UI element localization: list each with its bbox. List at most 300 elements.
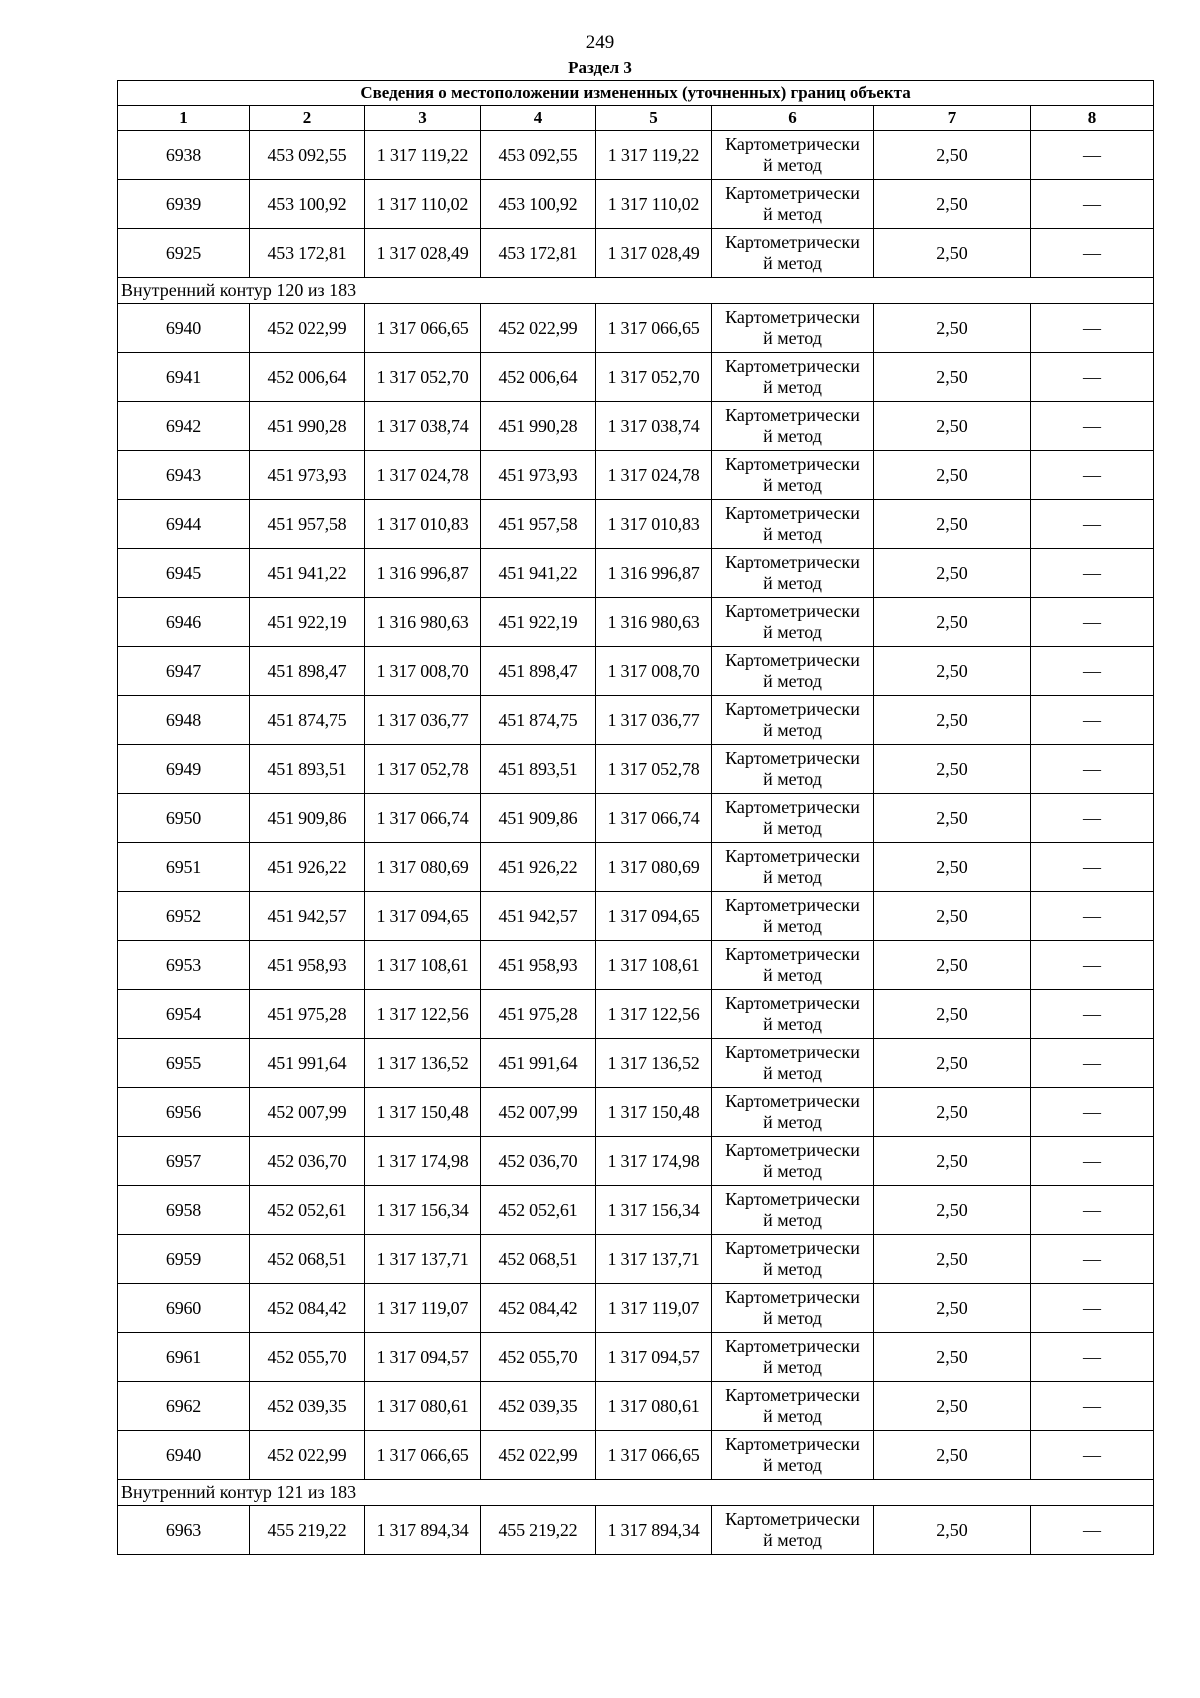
contour-header-row: [118, 278, 1154, 304]
method-text-line1: Картометрически: [725, 993, 860, 1013]
table-row: [118, 1088, 1154, 1137]
method-cell: [712, 1431, 874, 1480]
point-number-cell: 6950: [118, 794, 250, 843]
x-new-cell: 452 068,51: [481, 1235, 596, 1284]
method-text-line1: Картометрически: [725, 846, 860, 866]
method-text-line1: Картометрически: [725, 405, 860, 425]
accuracy-cell: 2,50: [874, 892, 1031, 941]
y-new-cell: 1 317 080,61: [596, 1382, 712, 1431]
x-new-cell: 451 909,86: [481, 794, 596, 843]
x-existing-cell: 452 007,99: [250, 1088, 365, 1137]
x-new-cell: 451 957,58: [481, 500, 596, 549]
accuracy-cell: 2,50: [874, 549, 1031, 598]
method-cell: [712, 1333, 874, 1382]
x-new-cell: 451 991,64: [481, 1039, 596, 1088]
accuracy-cell: 2,50: [874, 304, 1031, 353]
x-existing-cell: 452 084,42: [250, 1284, 365, 1333]
table-row: [118, 990, 1154, 1039]
x-existing-cell: 451 973,93: [250, 451, 365, 500]
column-number: 8: [1031, 106, 1154, 131]
table-row: [118, 131, 1154, 180]
x-new-cell: 451 990,28: [481, 402, 596, 451]
y-new-cell: 1 317 066,65: [596, 304, 712, 353]
x-existing-cell: 452 055,70: [250, 1333, 365, 1382]
method-text-line1: Картометрически: [725, 1091, 860, 1111]
y-new-cell: 1 317 028,49: [596, 229, 712, 278]
accuracy-cell: 2,50: [874, 1137, 1031, 1186]
x-existing-cell: 451 957,58: [250, 500, 365, 549]
point-number-cell: 6958: [118, 1186, 250, 1235]
method-text-line2: й метод: [763, 475, 822, 495]
column-number-row: [118, 106, 1154, 131]
method-cell: [712, 1088, 874, 1137]
description-cell: —: [1031, 1284, 1154, 1333]
accuracy-cell: 2,50: [874, 451, 1031, 500]
method-text-line2: й метод: [763, 867, 822, 887]
table-row: [118, 1137, 1154, 1186]
method-text-line1: Картометрически: [725, 1434, 860, 1454]
y-existing-cell: 1 317 119,22: [365, 131, 481, 180]
y-existing-cell: 1 317 038,74: [365, 402, 481, 451]
x-existing-cell: 452 052,61: [250, 1186, 365, 1235]
point-number-cell: 6949: [118, 745, 250, 794]
method-text-line2: й метод: [763, 769, 822, 789]
y-new-cell: 1 317 110,02: [596, 180, 712, 229]
y-new-cell: 1 317 066,74: [596, 794, 712, 843]
method-text-line2: й метод: [763, 1530, 822, 1550]
column-number: 7: [874, 106, 1031, 131]
description-cell: —: [1031, 1039, 1154, 1088]
method-text-line1: Картометрически: [725, 1509, 860, 1529]
description-cell: —: [1031, 647, 1154, 696]
x-new-cell: 452 084,42: [481, 1284, 596, 1333]
method-text-line2: й метод: [763, 426, 822, 446]
method-cell: [712, 1137, 874, 1186]
x-new-cell: 451 941,22: [481, 549, 596, 598]
method-cell: [712, 1506, 874, 1555]
point-number-cell: 6946: [118, 598, 250, 647]
method-text-line1: Картометрически: [725, 1140, 860, 1160]
description-cell: —: [1031, 304, 1154, 353]
y-new-cell: 1 317 066,65: [596, 1431, 712, 1480]
x-new-cell: 451 973,93: [481, 451, 596, 500]
x-new-cell: 452 052,61: [481, 1186, 596, 1235]
method-text-line1: Картометрически: [725, 944, 860, 964]
x-existing-cell: 452 006,64: [250, 353, 365, 402]
y-new-cell: 1 317 136,52: [596, 1039, 712, 1088]
method-cell: [712, 131, 874, 180]
y-new-cell: 1 317 036,77: [596, 696, 712, 745]
point-number-cell: 6957: [118, 1137, 250, 1186]
x-existing-cell: 451 874,75: [250, 696, 365, 745]
point-number-cell: 6941: [118, 353, 250, 402]
method-text-line1: Картометрически: [725, 1385, 860, 1405]
x-new-cell: 453 172,81: [481, 229, 596, 278]
x-existing-cell: 451 941,22: [250, 549, 365, 598]
method-text-line1: Картометрически: [725, 183, 860, 203]
method-cell: [712, 1235, 874, 1284]
accuracy-cell: 2,50: [874, 500, 1031, 549]
y-existing-cell: 1 317 108,61: [365, 941, 481, 990]
method-text-line2: й метод: [763, 1259, 822, 1279]
y-new-cell: 1 317 137,71: [596, 1235, 712, 1284]
x-existing-cell: 451 898,47: [250, 647, 365, 696]
description-cell: —: [1031, 402, 1154, 451]
x-new-cell: 452 022,99: [481, 1431, 596, 1480]
x-existing-cell: 451 991,64: [250, 1039, 365, 1088]
method-cell: [712, 500, 874, 549]
y-new-cell: 1 317 156,34: [596, 1186, 712, 1235]
method-text-line1: Картометрически: [725, 454, 860, 474]
method-cell: [712, 794, 874, 843]
method-cell: [712, 1382, 874, 1431]
x-existing-cell: 453 100,92: [250, 180, 365, 229]
y-new-cell: 1 317 024,78: [596, 451, 712, 500]
point-number-cell: 6954: [118, 990, 250, 1039]
table-body: [118, 131, 1154, 1555]
y-existing-cell: 1 317 080,61: [365, 1382, 481, 1431]
point-number-cell: 6947: [118, 647, 250, 696]
table-row: [118, 402, 1154, 451]
y-existing-cell: 1 317 008,70: [365, 647, 481, 696]
method-cell: [712, 941, 874, 990]
y-new-cell: 1 317 150,48: [596, 1088, 712, 1137]
method-text-line2: й метод: [763, 1112, 822, 1132]
y-existing-cell: 1 317 028,49: [365, 229, 481, 278]
method-text-line1: Картометрически: [725, 356, 860, 376]
accuracy-cell: 2,50: [874, 1506, 1031, 1555]
method-text-line2: й метод: [763, 916, 822, 936]
method-text-line2: й метод: [763, 1161, 822, 1181]
method-text-line1: Картометрически: [725, 895, 860, 915]
method-cell: [712, 598, 874, 647]
y-existing-cell: 1 317 156,34: [365, 1186, 481, 1235]
x-new-cell: 452 022,99: [481, 304, 596, 353]
method-text-line2: й метод: [763, 1014, 822, 1034]
x-existing-cell: 452 068,51: [250, 1235, 365, 1284]
method-text-line1: Картометрически: [725, 232, 860, 252]
table-row: [118, 500, 1154, 549]
table-row: [118, 1284, 1154, 1333]
x-new-cell: 451 898,47: [481, 647, 596, 696]
y-new-cell: 1 317 080,69: [596, 843, 712, 892]
method-text-line1: Картометрически: [725, 134, 860, 154]
accuracy-cell: 2,50: [874, 131, 1031, 180]
x-new-cell: 451 958,93: [481, 941, 596, 990]
y-existing-cell: 1 317 094,65: [365, 892, 481, 941]
x-existing-cell: 451 909,86: [250, 794, 365, 843]
x-existing-cell: 451 893,51: [250, 745, 365, 794]
accuracy-cell: 2,50: [874, 180, 1031, 229]
method-text-line2: й метод: [763, 622, 822, 642]
accuracy-cell: 2,50: [874, 353, 1031, 402]
y-new-cell: 1 317 038,74: [596, 402, 712, 451]
description-cell: —: [1031, 353, 1154, 402]
y-existing-cell: 1 317 066,74: [365, 794, 481, 843]
y-new-cell: 1 317 008,70: [596, 647, 712, 696]
point-number-cell: 6944: [118, 500, 250, 549]
accuracy-cell: 2,50: [874, 696, 1031, 745]
method-text-line1: Картометрически: [725, 307, 860, 327]
accuracy-cell: 2,50: [874, 402, 1031, 451]
description-cell: —: [1031, 451, 1154, 500]
y-existing-cell: 1 317 052,70: [365, 353, 481, 402]
table-row: [118, 696, 1154, 745]
point-number-cell: 6961: [118, 1333, 250, 1382]
table-row: [118, 1333, 1154, 1382]
y-existing-cell: 1 317 052,78: [365, 745, 481, 794]
table-row: [118, 647, 1154, 696]
point-number-cell: 6959: [118, 1235, 250, 1284]
point-number-cell: 6962: [118, 1382, 250, 1431]
method-text-line2: й метод: [763, 965, 822, 985]
method-text-line1: Картометрически: [725, 1336, 860, 1356]
point-number-cell: 6942: [118, 402, 250, 451]
method-text-line2: й метод: [763, 818, 822, 838]
table-row: [118, 1039, 1154, 1088]
method-cell: [712, 402, 874, 451]
description-cell: —: [1031, 229, 1154, 278]
point-number-cell: 6945: [118, 549, 250, 598]
x-existing-cell: 452 039,35: [250, 1382, 365, 1431]
description-cell: —: [1031, 941, 1154, 990]
table-row: [118, 451, 1154, 500]
table-row: [118, 794, 1154, 843]
point-number-cell: 6955: [118, 1039, 250, 1088]
y-existing-cell: 1 317 094,57: [365, 1333, 481, 1382]
point-number-cell: 6953: [118, 941, 250, 990]
x-new-cell: 455 219,22: [481, 1506, 596, 1555]
method-cell: [712, 1186, 874, 1235]
accuracy-cell: 2,50: [874, 745, 1031, 794]
description-cell: —: [1031, 1382, 1154, 1431]
method-cell: [712, 990, 874, 1039]
x-new-cell: 452 036,70: [481, 1137, 596, 1186]
method-text-line2: й метод: [763, 1210, 822, 1230]
y-existing-cell: 1 317 894,34: [365, 1506, 481, 1555]
accuracy-cell: 2,50: [874, 1284, 1031, 1333]
table-row: [118, 1382, 1154, 1431]
method-cell: [712, 745, 874, 794]
x-new-cell: 452 006,64: [481, 353, 596, 402]
method-cell: [712, 696, 874, 745]
accuracy-cell: 2,50: [874, 794, 1031, 843]
y-new-cell: 1 317 094,57: [596, 1333, 712, 1382]
y-existing-cell: 1 317 066,65: [365, 1431, 481, 1480]
y-new-cell: 1 317 894,34: [596, 1506, 712, 1555]
description-cell: —: [1031, 180, 1154, 229]
contour-header-row: [118, 1480, 1154, 1506]
method-text-line2: й метод: [763, 1455, 822, 1475]
method-cell: [712, 892, 874, 941]
description-cell: —: [1031, 745, 1154, 794]
method-cell: [712, 451, 874, 500]
method-text-line1: Картометрически: [725, 601, 860, 621]
table-row: [118, 843, 1154, 892]
method-text-line2: й метод: [763, 155, 822, 175]
point-number-cell: 6948: [118, 696, 250, 745]
point-number-cell: 6960: [118, 1284, 250, 1333]
description-cell: —: [1031, 131, 1154, 180]
y-existing-cell: 1 317 119,07: [365, 1284, 481, 1333]
table-row: [118, 1506, 1154, 1555]
y-existing-cell: 1 317 136,52: [365, 1039, 481, 1088]
method-text-line2: й метод: [763, 1308, 822, 1328]
x-new-cell: 451 975,28: [481, 990, 596, 1039]
description-cell: —: [1031, 549, 1154, 598]
y-existing-cell: 1 317 174,98: [365, 1137, 481, 1186]
x-new-cell: 451 926,22: [481, 843, 596, 892]
section-title: Раздел 3: [568, 58, 632, 77]
method-cell: [712, 1039, 874, 1088]
description-cell: —: [1031, 696, 1154, 745]
x-new-cell: 451 874,75: [481, 696, 596, 745]
y-new-cell: 1 316 980,63: [596, 598, 712, 647]
table-row: [118, 1235, 1154, 1284]
contour-label: Внутренний контур 121 из 183: [118, 1480, 1154, 1506]
method-text-line1: Картометрически: [725, 748, 860, 768]
column-number: 5: [596, 106, 712, 131]
point-number-cell: 6925: [118, 229, 250, 278]
boundary-table: [117, 80, 1154, 1555]
table-row: [118, 598, 1154, 647]
table-row: [118, 549, 1154, 598]
y-new-cell: 1 317 122,56: [596, 990, 712, 1039]
y-existing-cell: 1 317 150,48: [365, 1088, 481, 1137]
method-cell: [712, 180, 874, 229]
y-existing-cell: 1 317 024,78: [365, 451, 481, 500]
x-new-cell: 453 092,55: [481, 131, 596, 180]
x-existing-cell: 451 926,22: [250, 843, 365, 892]
x-new-cell: 452 007,99: [481, 1088, 596, 1137]
method-cell: [712, 1284, 874, 1333]
method-text-line2: й метод: [763, 573, 822, 593]
x-existing-cell: 452 036,70: [250, 1137, 365, 1186]
x-existing-cell: 455 219,22: [250, 1506, 365, 1555]
table-row: [118, 745, 1154, 794]
x-existing-cell: 452 022,99: [250, 1431, 365, 1480]
accuracy-cell: 2,50: [874, 1039, 1031, 1088]
description-cell: —: [1031, 598, 1154, 647]
method-text-line2: й метод: [763, 1063, 822, 1083]
point-number-cell: 6956: [118, 1088, 250, 1137]
method-cell: [712, 647, 874, 696]
description-cell: —: [1031, 500, 1154, 549]
point-number-cell: 6952: [118, 892, 250, 941]
contour-label: Внутренний контур 120 из 183: [118, 278, 1154, 304]
y-existing-cell: 1 316 980,63: [365, 598, 481, 647]
y-existing-cell: 1 317 110,02: [365, 180, 481, 229]
table-row: [118, 229, 1154, 278]
x-existing-cell: 451 990,28: [250, 402, 365, 451]
y-new-cell: 1 317 108,61: [596, 941, 712, 990]
method-text-line2: й метод: [763, 524, 822, 544]
method-cell: [712, 353, 874, 402]
table-row: [118, 180, 1154, 229]
x-existing-cell: 451 975,28: [250, 990, 365, 1039]
method-text-line1: Картометрически: [725, 1287, 860, 1307]
description-cell: —: [1031, 1088, 1154, 1137]
description-cell: —: [1031, 1506, 1154, 1555]
x-existing-cell: 453 172,81: [250, 229, 365, 278]
x-new-cell: 452 039,35: [481, 1382, 596, 1431]
x-existing-cell: 451 942,57: [250, 892, 365, 941]
description-cell: —: [1031, 1333, 1154, 1382]
description-cell: —: [1031, 1137, 1154, 1186]
description-cell: —: [1031, 990, 1154, 1039]
accuracy-cell: 2,50: [874, 1235, 1031, 1284]
point-number-cell: 6963: [118, 1506, 250, 1555]
point-number-cell: 6939: [118, 180, 250, 229]
table-caption: Сведения о местоположении измененных (уточненных) границ объекта: [118, 81, 1154, 106]
y-new-cell: 1 317 174,98: [596, 1137, 712, 1186]
point-number-cell: 6938: [118, 131, 250, 180]
accuracy-cell: 2,50: [874, 598, 1031, 647]
table-row: [118, 1431, 1154, 1480]
column-number: 3: [365, 106, 481, 131]
x-existing-cell: 452 022,99: [250, 304, 365, 353]
description-cell: —: [1031, 843, 1154, 892]
description-cell: —: [1031, 794, 1154, 843]
method-text-line2: й метод: [763, 1357, 822, 1377]
column-number: 1: [118, 106, 250, 131]
accuracy-cell: 2,50: [874, 1333, 1031, 1382]
x-new-cell: 451 942,57: [481, 892, 596, 941]
method-text-line2: й метод: [763, 1406, 822, 1426]
method-text-line1: Картометрически: [725, 503, 860, 523]
method-text-line2: й метод: [763, 671, 822, 691]
y-existing-cell: 1 317 036,77: [365, 696, 481, 745]
accuracy-cell: 2,50: [874, 229, 1031, 278]
method-cell: [712, 549, 874, 598]
method-text-line2: й метод: [763, 253, 822, 273]
y-new-cell: 1 317 010,83: [596, 500, 712, 549]
accuracy-cell: 2,50: [874, 990, 1031, 1039]
column-number: 4: [481, 106, 596, 131]
accuracy-cell: 2,50: [874, 1088, 1031, 1137]
y-new-cell: 1 317 119,22: [596, 131, 712, 180]
y-new-cell: 1 316 996,87: [596, 549, 712, 598]
table-row: [118, 892, 1154, 941]
method-text-line1: Картометрически: [725, 552, 860, 572]
accuracy-cell: 2,50: [874, 1431, 1031, 1480]
accuracy-cell: 2,50: [874, 1382, 1031, 1431]
x-new-cell: 453 100,92: [481, 180, 596, 229]
table-row: [118, 304, 1154, 353]
accuracy-cell: 2,50: [874, 843, 1031, 892]
description-cell: —: [1031, 1186, 1154, 1235]
y-existing-cell: 1 317 080,69: [365, 843, 481, 892]
y-existing-cell: 1 317 137,71: [365, 1235, 481, 1284]
y-existing-cell: 1 317 066,65: [365, 304, 481, 353]
method-text-line1: Картометрически: [725, 650, 860, 670]
x-new-cell: 451 893,51: [481, 745, 596, 794]
method-text-line2: й метод: [763, 377, 822, 397]
method-text-line1: Картометрически: [725, 699, 860, 719]
accuracy-cell: 2,50: [874, 647, 1031, 696]
method-cell: [712, 843, 874, 892]
table-row: [118, 941, 1154, 990]
table-row: [118, 353, 1154, 402]
description-cell: —: [1031, 1431, 1154, 1480]
description-cell: —: [1031, 1235, 1154, 1284]
x-existing-cell: 451 958,93: [250, 941, 365, 990]
table-row: [118, 1186, 1154, 1235]
method-text-line1: Картометрически: [725, 1189, 860, 1209]
y-existing-cell: 1 317 010,83: [365, 500, 481, 549]
point-number-cell: 6943: [118, 451, 250, 500]
method-cell: [712, 229, 874, 278]
